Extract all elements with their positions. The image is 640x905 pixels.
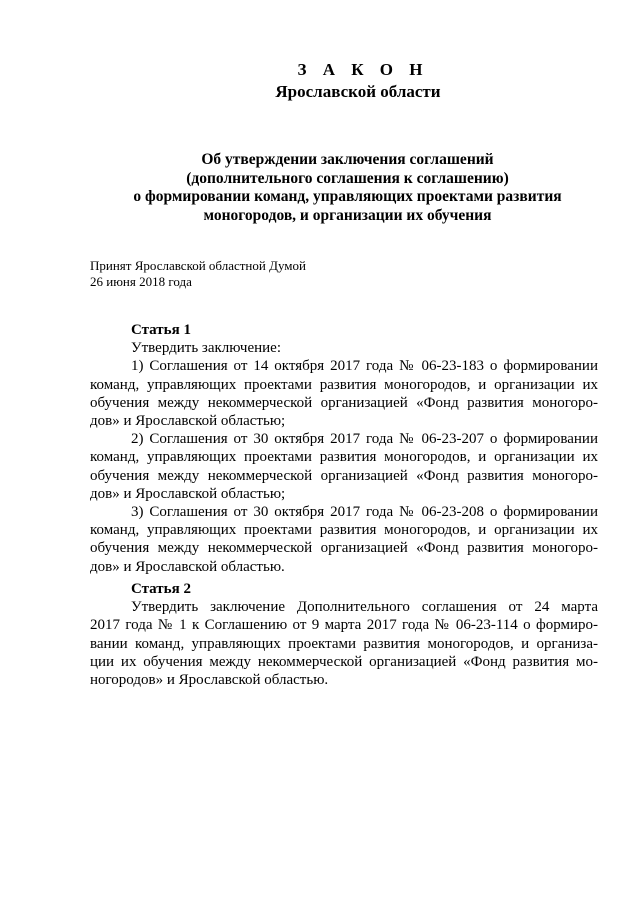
article-heading: Статья 2 (131, 581, 191, 597)
paragraph-line: обучения между некоммерческой организацией «Фонд развития моногоро- (90, 394, 598, 411)
title-line: Об утверждении заключения соглашений (201, 151, 494, 168)
paragraph-line: обучения между некоммерческой организацией «Фонд развития моногоро- (90, 467, 598, 484)
article-1 (90, 321, 598, 576)
paragraph-line: команд, управляющих проектами развития моногородов, и организации их (90, 449, 598, 466)
title-line: (дополнительного соглашения к соглашению) (186, 169, 509, 187)
paragraph-line: команд, управляющих проектами развития моногородов, и организации их (90, 376, 598, 393)
paragraph-line: дов» и Ярославской областью; (90, 485, 286, 502)
article-heading: Статья 1 (131, 322, 191, 338)
paragraph-line: Утвердить заключение Дополнительного соглашения от 24 марта (131, 599, 598, 616)
paragraph-line: вании команд, управляющих проектами развития моногородов, и организа- (90, 635, 598, 652)
adoption-date: 26 июня 2018 года (90, 274, 192, 289)
article-intro: Утвердить заключение: (131, 340, 282, 357)
paragraph-line: дов» и Ярославской областью. (90, 558, 285, 575)
paragraph-line: команд, управляющих проектами развития моногородов, и организации их (90, 522, 598, 539)
paragraph-line: ногородов» и Ярославской областью. (90, 672, 329, 689)
adoption-body: Принят Ярославской областной Думой (90, 258, 306, 273)
paragraph-line: дов» и Ярославской областью; (90, 413, 286, 430)
law-heading: З А К О Н (297, 60, 429, 79)
law-title (90, 151, 605, 225)
paragraph-line: 3) Соглашения от 30 октября 2017 года № 06-23-208 о формировании (131, 504, 598, 521)
article-2 (90, 580, 598, 689)
paragraph-line: ции их обучения между некоммерческой организацией «Фонд развития мо- (90, 653, 598, 670)
paragraph-line: обучения между некоммерческой организацией «Фонд развития моногоро- (90, 540, 598, 557)
paragraph-line: 1) Соглашения от 14 октября 2017 года № 06-23-183 о формировании (131, 358, 598, 375)
paragraph-line: 2017 года № 1 к Соглашению от 9 марта 2017 года № 06-23-114 о формиро- (90, 617, 598, 634)
title-line: моногородов, и организации их обучения (203, 206, 492, 224)
title-line: о формировании команд, управляющих проектами развития (133, 188, 562, 205)
paragraph-line: 2) Соглашения от 30 октября 2017 года № 06-23-207 о формировании (131, 431, 598, 448)
region-heading: Ярославской области (275, 82, 441, 101)
adoption-note (90, 258, 306, 290)
